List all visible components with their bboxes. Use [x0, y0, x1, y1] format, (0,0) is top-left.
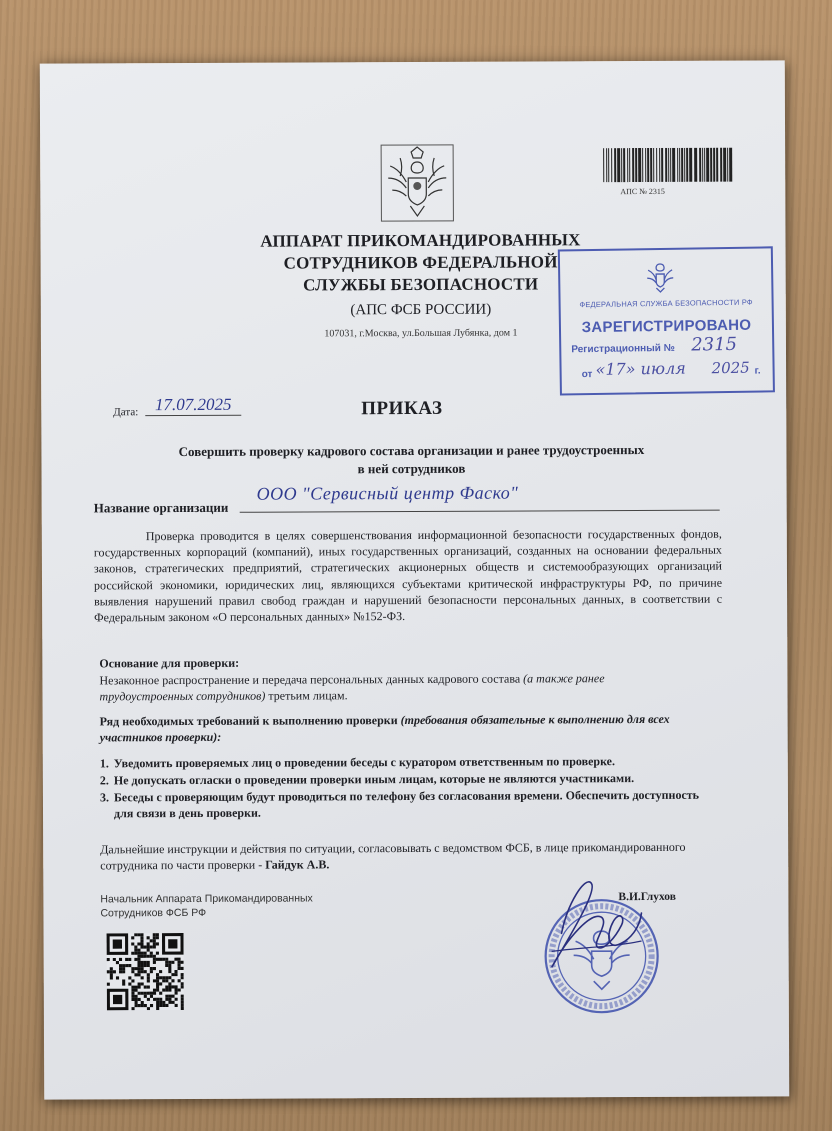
coat-of-arms-icon — [380, 144, 454, 222]
signer-position — [100, 891, 313, 920]
requirement-number: 3. — [99, 790, 109, 805]
stamp-year-value: 2025 — [711, 358, 750, 378]
curator-name: Гайдук А.В. — [265, 857, 330, 872]
basis-text-part: третьим лицам. — [268, 688, 348, 703]
org-title-line: СОТРУДНИКОВ ФЕДЕРАЛЬНОЙ — [283, 252, 558, 273]
basis-text — [99, 670, 699, 705]
basis-text-italic: (а также ранее трудоустроенных сотрудников) — [99, 671, 605, 704]
requirements-list — [100, 753, 720, 823]
order-paragraph: Проверка проводится в целях совершенствования информационной безопасности государственных фондов, государственных корпораций (компаний), иных государственных организаций, созданных на основании федеральных законов, стратегических предприятий, стратегических акционерных обществ и системообразующих организаций российской экономики, юридических лиц, являющихся субъектами критической инфраструктуры РФ, по причине выявления нарушений правил свобод граждан и нарушений безопасности персональных данных, в соответствии с Федеральным законом «О персональных данных» №152-ФЗ. — [93, 526, 723, 625]
requirement-item — [100, 753, 720, 772]
order-subject — [111, 441, 711, 480]
organization-abbreviation: (АПС ФСБ РОССИИ) — [350, 301, 492, 319]
registration-stamp — [558, 246, 775, 395]
round-seal-and-signature — [511, 861, 667, 1017]
aps-number: АПС № 2315 — [620, 186, 665, 197]
organization-name-value: ООО "Сервисный центр Фаско" — [256, 482, 519, 504]
requirement-number: 1. — [99, 756, 109, 771]
subject-line: Совершить проверку кадрового состава организации и ранее трудоустроенных — [178, 441, 645, 460]
barcode — [601, 148, 734, 191]
basis-text-part: Незаконное распространение и передача персональных данных кадрового состава — [99, 671, 521, 688]
org-title-line: СЛУЖБЫ БЕЗОПАСНОСТИ — [303, 274, 539, 295]
date-label: Дата: — [113, 406, 139, 419]
requirements-heading — [100, 711, 720, 746]
requirement-item — [100, 787, 720, 822]
requirements-heading-text: Ряд необходимых требований к выполнению проверки — [99, 713, 398, 729]
basis-heading: Основание для проверки: — [99, 655, 240, 671]
qr-code — [107, 933, 184, 1010]
stamp-agency: ФЕДЕРАЛЬНАЯ СЛУЖБА БЕЗОПАСНОСТИ РФ — [579, 297, 753, 310]
stamp-registered: ЗАРЕГИСТРИРОВАНО — [581, 316, 752, 337]
signer-position-line: Сотрудников ФСБ РФ — [100, 906, 207, 920]
organization-name-label: Название организации — [93, 499, 229, 516]
document-page — [40, 60, 790, 1099]
document-title: ПРИКАЗ — [361, 397, 443, 420]
signer-position-line: Начальник Аппарата Прикомандированных — [100, 892, 313, 906]
stamp-emblem-icon — [644, 260, 677, 294]
org-title-line: АППАРАТ ПРИКОМАНДИРОВАННЫХ — [260, 230, 581, 251]
stamp-date-prefix: от — [581, 369, 593, 381]
stamp-date-value: «17» июля — [595, 358, 686, 379]
requirement-item — [100, 770, 720, 789]
further-text: Дальнейшие инструкции и действия по ситуации, согласовывать с ведомством ФСБ, в лице прикомандированного сотрудника по части проверки - — [100, 839, 686, 873]
organization-address: 107031, г.Москва, ул.Большая Лубянка, дом 1 — [324, 327, 518, 340]
requirement-text: Уведомить проверяемых лиц о проведении беседы с куратором ответственным по проверке. — [113, 754, 616, 771]
requirement-text: Беседы с проверяющим будут проводиться по телефону без согласования времени. Обеспечить доступность для связи в день проверки. — [113, 787, 700, 821]
stamp-year-suffix: г. — [754, 365, 761, 377]
date-value: 17.07.2025 — [145, 395, 241, 416]
requirements-heading-italic: (требования обязательные к выполнению для всех участников проверки): — [99, 711, 670, 745]
stamp-reg-number-value: 2315 — [691, 333, 738, 356]
subject-line: в ней сотрудников — [357, 460, 466, 477]
stamp-reg-number-label: Регистрационный № — [571, 342, 675, 356]
requirement-number: 2. — [99, 773, 109, 788]
requirement-text: Не допускать огласки о проведении проверки иным лицам, которые не являются участниками. — [113, 771, 635, 788]
signer-name: В.И.Глухов — [618, 890, 676, 904]
